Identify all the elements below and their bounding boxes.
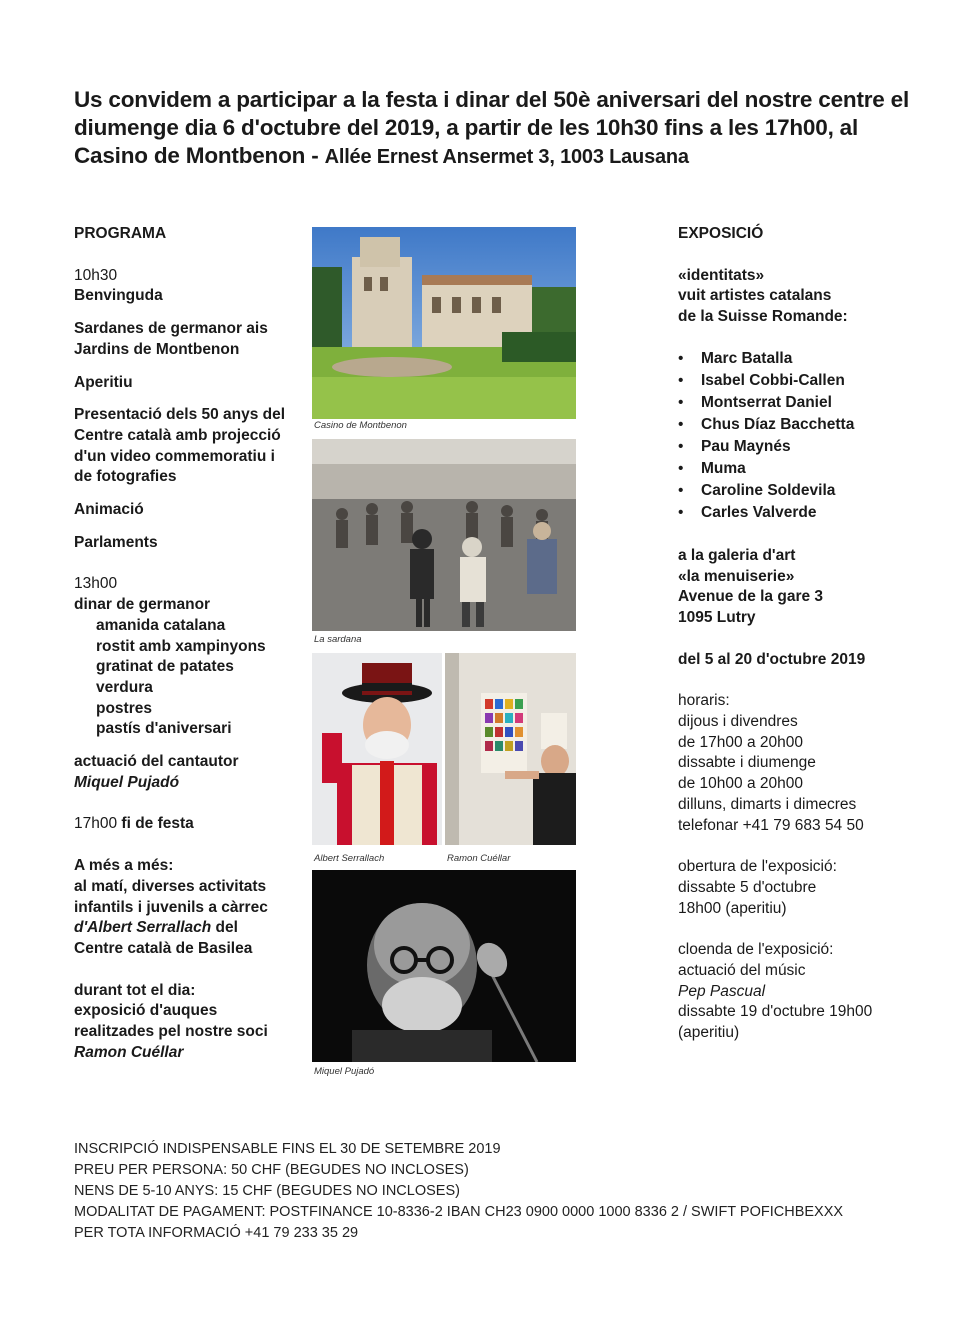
menu-item: pastís d'aniversari xyxy=(96,720,232,738)
caption-sardana: La sardana xyxy=(314,634,362,645)
ames-line2: infantils i juvenils a càrrec xyxy=(74,898,268,916)
horaris-line: horaris: xyxy=(678,692,730,710)
galeria-line2: «la menuiserie» xyxy=(678,567,795,585)
horaris-line: dilluns, dimarts i dimecres xyxy=(678,795,857,813)
footer-line: PREU PER PERSONA: 50 CHF (BEGUDES NO INCLOSES) xyxy=(74,1162,469,1178)
artist-item: • Isabel Cobbi-Callen xyxy=(678,371,918,393)
cloenda-line2: actuació del músic xyxy=(678,962,806,980)
item-presentacio-line3: d'un video commemoratiu i xyxy=(74,447,275,465)
artists-list xyxy=(678,349,918,525)
headline-main: Us convidem a participar a la festa i dinar del 50è aniversari del nostre centre el diumenge dia 6 d'octubre del 2019, a partir de les 10h30 fins a les 17h00, al Casino de Montbenon - xyxy=(74,87,910,168)
exposicio-name: «identitats» xyxy=(678,266,765,284)
artist-item: • Marc Batalla xyxy=(678,349,918,371)
caption-ramon: Ramon Cuéllar xyxy=(447,853,511,864)
artist-item: • Montserrat Daniel xyxy=(678,393,918,415)
durant-ramon-name: Ramon Cuéllar xyxy=(74,1043,184,1061)
time-1030: 10h30 xyxy=(74,266,118,284)
ramon-cuellar-photo xyxy=(445,653,576,845)
exposicio-sub-line2: de la Suisse Romande: xyxy=(678,308,848,326)
cloenda-line3: dissabte 19 d'octubre 19h00 xyxy=(678,1003,873,1021)
footer-line: PER TOTA INFORMACIÓ +41 79 233 35 29 xyxy=(74,1225,359,1241)
time-1300: 13h00 xyxy=(74,575,118,593)
invitation-headline xyxy=(74,86,914,171)
headline-address: Allée Ernest Ansermet 3, 1003 Lausana xyxy=(324,146,689,168)
item-presentacio-line4: de fotografies xyxy=(74,468,177,486)
caption-albert: Albert Serrallach xyxy=(314,853,385,864)
ames-del: del xyxy=(211,919,238,937)
item-presentacio-line2: Centre català amb projecció xyxy=(74,426,281,444)
ames-line1: al matí, diverses activitats xyxy=(74,877,267,895)
menu-item: postres xyxy=(96,699,152,717)
item-presentacio-line1: Presentació dels 50 anys del xyxy=(74,406,286,424)
item-sardanes-line1: Sardanes de germanor ais xyxy=(74,320,268,338)
galeria-line1: a la galeria d'art xyxy=(678,546,796,564)
exposicio-title: EXPOSICIÓ xyxy=(678,225,764,242)
artist-item: • Caroline Soldevila xyxy=(678,481,918,503)
footer-info xyxy=(74,1139,934,1244)
galeria-line3: Avenue de la gare 3 xyxy=(678,588,824,606)
footer-line: NENS DE 5-10 ANYS: 15 CHF (BEGUDES NO INCLOSES) xyxy=(74,1183,460,1199)
ames-albert-name: d'Albert Serrallach xyxy=(74,919,212,937)
artist-item: • Chus Díaz Bacchetta xyxy=(678,415,918,437)
fi-de-festa-label: fi de festa xyxy=(121,815,194,833)
footer-line: INSCRIPCIÓ INDISPENSABLE FINS EL 30 DE SETEMBRE 2019 xyxy=(74,1141,501,1157)
horaris-line: de 17h00 a 20h00 xyxy=(678,733,803,751)
artist-item: • Carles Valverde xyxy=(678,503,918,525)
item-aperitiu: Aperitiu xyxy=(74,373,133,391)
item-actuacio: actuació del cantautor xyxy=(74,753,239,771)
exposicio-sub-line1: vuit artistes catalans xyxy=(678,287,832,305)
item-fi-de-festa xyxy=(74,814,306,835)
horaris-line: dijous i divendres xyxy=(678,713,798,731)
item-cantautor-name: Miquel Pujadó xyxy=(74,773,180,791)
durant-line2: realitzades pel nostre soci xyxy=(74,1023,268,1041)
caption-casino: Casino de Montbenon xyxy=(314,420,407,431)
exposicio-dates: del 5 al 20 d'octubre 2019 xyxy=(678,650,866,668)
durant-line1: exposició d'auques xyxy=(74,1002,218,1020)
artist-item: • Muma xyxy=(678,459,918,481)
obertura-line: dissabte 5 d'octubre xyxy=(678,878,817,896)
horaris-line: telefonar +41 79 683 54 50 xyxy=(678,816,864,834)
horaris-line: de 10h00 a 20h00 xyxy=(678,775,803,793)
programa-title: PROGRAMA xyxy=(74,225,167,242)
ames-title: A més a més: xyxy=(74,857,174,875)
ames-line4: Centre català de Basilea xyxy=(74,939,253,957)
footer-line: MODALITAT DE PAGAMENT: POSTFINANCE 10-8336-2 IBAN CH23 0900 0000 1000 8336 2 / SWIFT POFICHBEXXX xyxy=(74,1204,844,1220)
albert-serrallach-photo xyxy=(312,653,442,845)
item-dinar: dinar de germanor xyxy=(74,596,211,614)
cloenda-musician: Pep Pascual xyxy=(678,982,766,1000)
time-1700: 17h00 xyxy=(74,815,118,833)
ames-line3 xyxy=(74,918,306,939)
programa-column xyxy=(74,224,306,1064)
obertura-line: 18h00 (aperitiu) xyxy=(678,899,787,917)
caption-miquel: Miquel Pujadó xyxy=(314,1066,375,1077)
cloenda-line1: cloenda de l'exposició: xyxy=(678,941,834,959)
item-sardanes-line2: Jardins de Montbenon xyxy=(74,340,240,358)
item-benvinguda: Benvinguda xyxy=(74,287,163,305)
menu-item: gratinat de patates xyxy=(96,658,234,676)
obertura-line: obertura de l'exposició: xyxy=(678,858,837,876)
artist-item: • Pau Maynés xyxy=(678,437,918,459)
item-animacio: Animació xyxy=(74,501,144,519)
galeria-line4: 1095 Lutry xyxy=(678,608,756,626)
menu-item: verdura xyxy=(96,678,153,696)
casino-photo xyxy=(312,227,576,419)
item-parlaments: Parlaments xyxy=(74,533,158,551)
durant-title: durant tot el dia: xyxy=(74,981,196,999)
miquel-pujado-photo xyxy=(312,870,576,1062)
cloenda-line4: (aperitiu) xyxy=(678,1024,740,1042)
sardana-photo xyxy=(312,439,576,631)
exposicio-column xyxy=(678,224,918,1044)
horaris-line: dissabte i diumenge xyxy=(678,754,816,772)
menu-item: rostit amb xampinyons xyxy=(96,637,266,655)
menu-item: amanida catalana xyxy=(96,616,226,634)
